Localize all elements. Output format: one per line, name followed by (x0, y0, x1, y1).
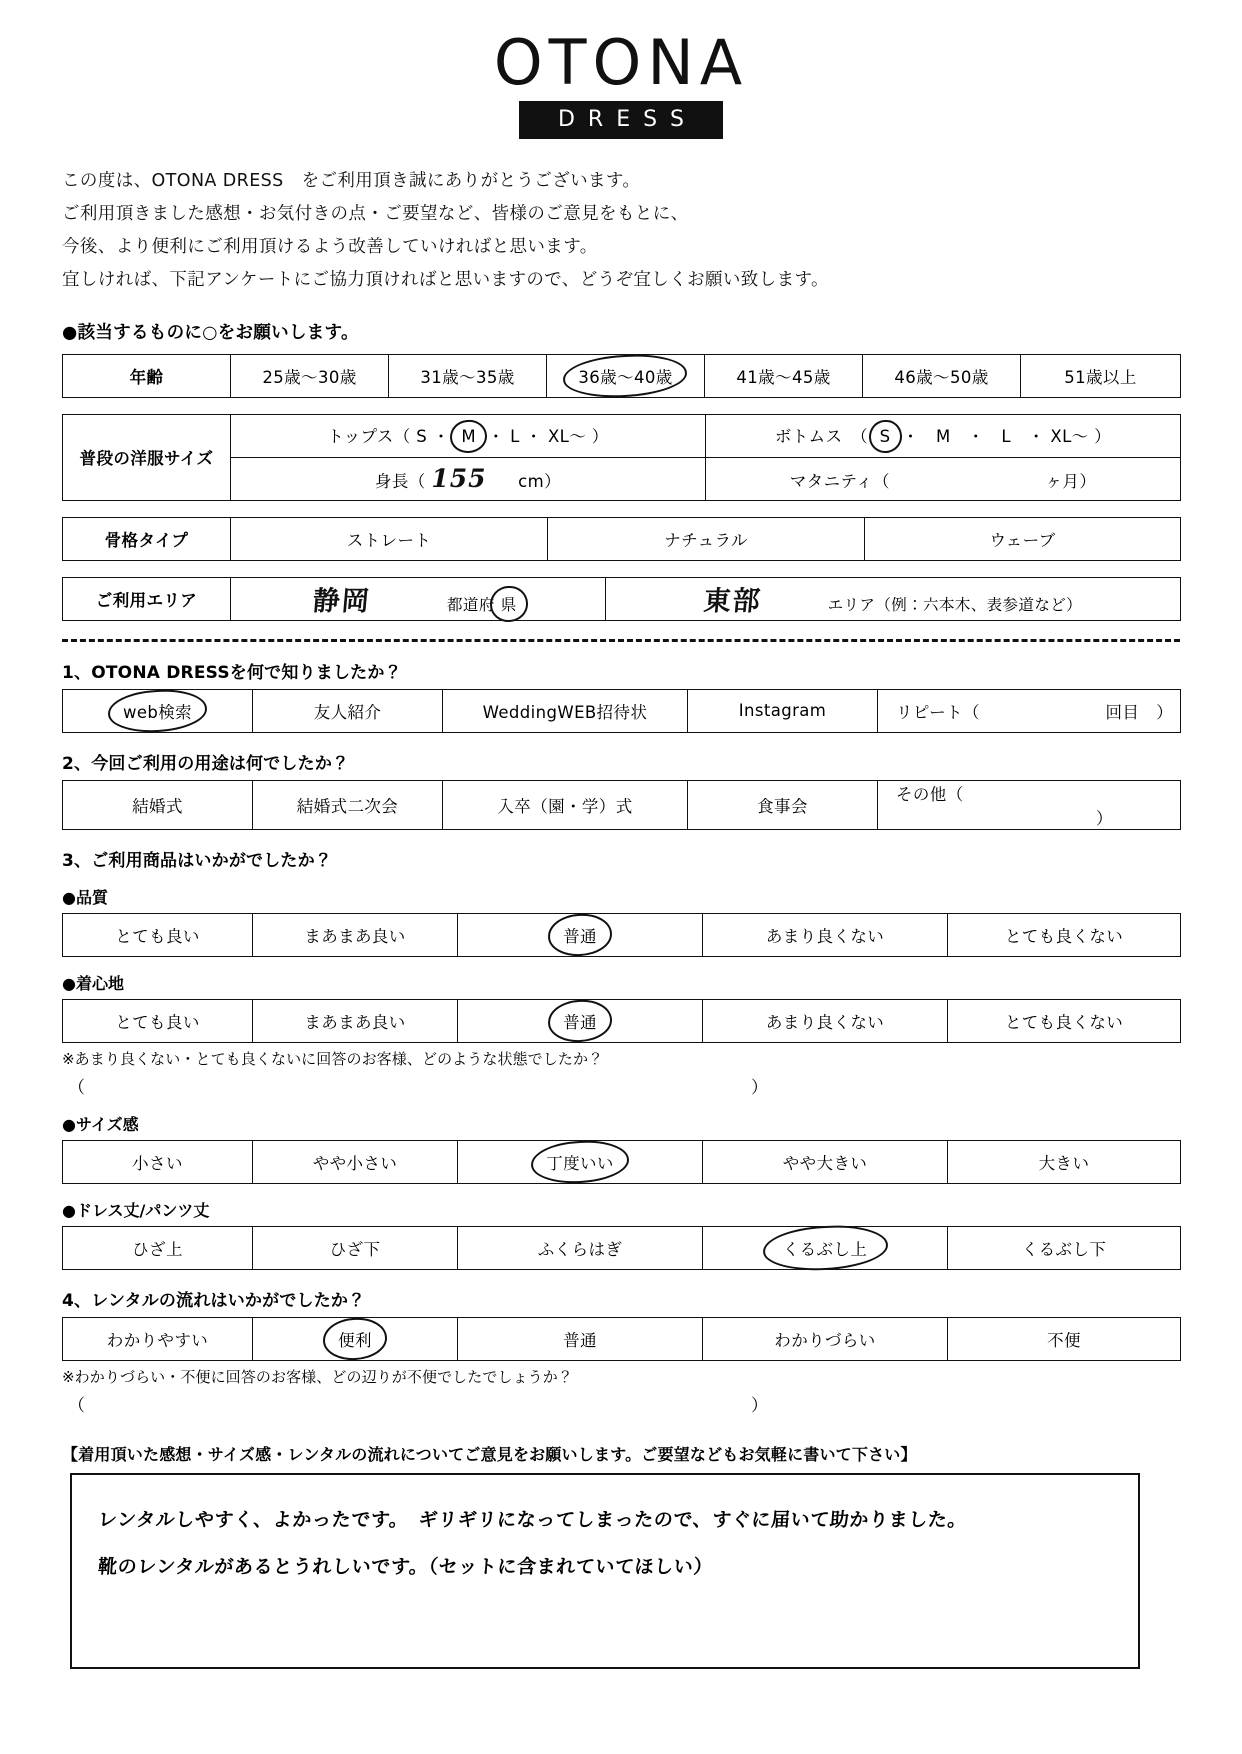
q4-option-3[interactable] (703, 1317, 948, 1360)
q3-quality-option-2[interactable] (458, 913, 703, 956)
q3-comfort-option-1[interactable] (253, 999, 458, 1042)
q3-size-option-3[interactable] (703, 1140, 948, 1183)
body-type-table (62, 517, 1181, 561)
instruction-text: ●該当するものに○をお願いします。 (62, 322, 359, 343)
q3-length-option-0[interactable] (63, 1226, 253, 1269)
age-option-label: 31歳～35歳 (420, 367, 515, 387)
age-option-3[interactable] (705, 354, 863, 397)
q3-comfort-label: ●着心地 (62, 973, 124, 993)
q2-option-label: 結婚式二次会 (296, 796, 399, 816)
logo-wordmark: OTONA (493, 26, 749, 99)
logo-subtitle-bar: DRESS (519, 101, 723, 139)
q3-size-option-1[interactable] (253, 1140, 458, 1183)
body-type-option-1[interactable] (548, 517, 865, 560)
option-label: ひざ上 (132, 1239, 183, 1259)
q4-option-0[interactable] (63, 1317, 253, 1360)
option-label: とても良くない (1004, 926, 1124, 946)
prefecture-note-selected: 県 (495, 591, 523, 617)
free-comment-box[interactable] (70, 1473, 1140, 1669)
q2-other-label: その他（ (896, 784, 964, 804)
q2-option-label: 結婚式 (132, 796, 183, 816)
option-label: とても良い (115, 1012, 200, 1032)
q3-comfort-option-4[interactable] (948, 999, 1181, 1042)
intro-line-1: この度は、OTONA DRESS をご利用頂き誠にありがとうございます。 (62, 171, 641, 192)
q3-comfort-option-0[interactable] (63, 999, 253, 1042)
option-label-selected: 丁度いい (540, 1148, 620, 1176)
option-label: ひざ下 (329, 1239, 381, 1259)
q3-quality-option-0[interactable] (63, 913, 253, 956)
option-label-selected: 普通 (557, 1007, 603, 1035)
free-comment-line-2: 靴のレンタルがあるとうれしいです。（セットに含まれていてほしい） (97, 1556, 714, 1579)
option-label: まあまあ良い (304, 926, 406, 946)
q4-option-1[interactable] (253, 1317, 458, 1360)
tops-size-cell[interactable] (231, 414, 706, 457)
brand-logo (0, 0, 1242, 139)
table-row (63, 1140, 1181, 1183)
body-type-option-label: ウェーブ (989, 530, 1056, 550)
q1-option-label-selected: web検索 (117, 697, 198, 725)
option-label: 小さい (132, 1153, 183, 1173)
age-table (62, 354, 1181, 398)
q3-length-option-2[interactable] (458, 1226, 703, 1269)
area-note: エリア（例：六本木、表参道など） (827, 596, 1083, 615)
option-label: やや小さい (312, 1153, 398, 1173)
option-label: まあまあ良い (304, 1012, 406, 1032)
q3-quality-option-1[interactable] (253, 913, 458, 956)
bottoms-size-selected: S (874, 425, 897, 448)
bottoms-prefix: ボトムス （ (774, 427, 869, 447)
paren-open: （ (68, 1395, 85, 1416)
q2-option-3[interactable] (688, 780, 878, 829)
table-row (63, 354, 1181, 397)
paren-close: ） (751, 1077, 768, 1098)
q1-option-label: Instagram (738, 701, 827, 721)
intro-line-2: ご利用頂きました感想・お気付きの点・ご要望など、皆様のご意見をもとに、 (62, 203, 689, 224)
q4-answer-row[interactable] (68, 1391, 768, 1416)
q1-option-1[interactable] (253, 689, 443, 732)
table-row (63, 780, 1181, 829)
option-label-selected: 便利 (332, 1325, 378, 1353)
q3-length-label: ●ドレス丈/パンツ丈 (62, 1200, 210, 1220)
q3-size-option-4[interactable] (948, 1140, 1181, 1183)
q4-heading: 4、レンタルの流れはいかがでしたか？ (62, 1290, 366, 1311)
q2-heading: 2、今回ご利用の用途は何でしたか？ (62, 753, 350, 774)
q3-size-table (62, 1140, 1181, 1184)
prefecture-note: 都道府 (447, 596, 495, 615)
body-type-option-label: ストレート (346, 530, 432, 550)
free-comment-heading: 【着用頂いた感想・サイズ感・レンタルの流れについてご意見をお願いします。ご要望などもお気軽に書いて下さい】 (62, 1444, 917, 1464)
q1-repeat-label: リピート（ (896, 702, 980, 722)
q3-comfort-option-3[interactable] (703, 999, 948, 1042)
q3-quality-table (62, 913, 1181, 957)
area-label: ご利用エリア (63, 577, 231, 620)
table-row (63, 913, 1181, 956)
q1-option-0[interactable] (63, 689, 253, 732)
clothing-size-table (62, 414, 1181, 501)
q3-quality-option-3[interactable] (703, 913, 948, 956)
age-option-label-selected: 36歳～40歳 (572, 362, 678, 390)
free-comment-line-1: レンタルしやすく、よかったです。 ギリギリになってしまったので、すぐに届いて助かりました。 (97, 1508, 968, 1531)
height-cell[interactable] (231, 457, 706, 500)
q1-option-4[interactable] (878, 689, 1181, 732)
q3-comfort-option-2[interactable] (458, 999, 703, 1042)
q3-quality-label: ●品質 (62, 887, 108, 907)
q1-option-2[interactable] (443, 689, 688, 732)
age-option-label: 25歳～30歳 (262, 367, 357, 387)
intro-line-4: 宜しければ、下記アンケートにご協力頂ければと思いますので、どうぞ宜しくお願い致します。 (62, 269, 829, 290)
option-label: とても良い (115, 926, 200, 946)
q1-repeat-suffix: 回目 ） (1105, 702, 1174, 722)
age-option-2[interactable] (547, 354, 705, 397)
tops-prefix: トップス（ S ・ (327, 427, 450, 447)
option-label: 普通 (563, 1330, 597, 1350)
tops-size-selected: M (455, 425, 482, 448)
q3-length-option-3[interactable] (703, 1226, 948, 1269)
table-row (63, 999, 1181, 1042)
section-divider (62, 639, 1180, 642)
option-label: わかりやすい (106, 1330, 209, 1350)
maternity-cell[interactable] (706, 457, 1181, 500)
prefecture-cell[interactable] (231, 577, 606, 620)
paren-close: ） (751, 1395, 768, 1416)
table-row (63, 689, 1181, 732)
age-option-1[interactable] (389, 354, 547, 397)
table-row (63, 457, 1181, 500)
body-type-option-0[interactable] (231, 517, 548, 560)
option-label: 不便 (1047, 1330, 1081, 1350)
q2-other-suffix: ） (1096, 808, 1113, 828)
clothing-size-label: 普段の洋服サイズ (63, 414, 231, 500)
table-row (63, 1317, 1181, 1360)
q3-size-option-0[interactable] (63, 1140, 253, 1183)
q2-option-4[interactable] (878, 780, 1181, 829)
q2-option-0[interactable] (63, 780, 253, 829)
height-label: 身長（ (374, 472, 426, 492)
q1-option-label: 友人紹介 (313, 702, 382, 722)
paren-open: （ (68, 1077, 85, 1098)
height-value: 155 (431, 464, 487, 494)
tops-suffix: ・ L ・ XL～ ） (487, 427, 609, 447)
q3-length-option-4[interactable] (948, 1226, 1181, 1269)
option-label: わかりづらい (774, 1330, 876, 1350)
q2-option-1[interactable] (253, 780, 443, 829)
q1-option-label: WeddingWEB招待状 (482, 702, 648, 722)
q3-length-option-1[interactable] (253, 1226, 458, 1269)
option-label: とても良くない (1004, 1012, 1124, 1032)
age-option-label: 51歳以上 (1064, 367, 1137, 387)
q3-comfort-note: ※あまり良くない・とても良くないに回答のお客様、どのような状態でしたか？ (62, 1049, 604, 1068)
q1-heading: 1、OTONA DRESSを何で知りましたか？ (62, 662, 402, 683)
prefecture-value: 静岡 (311, 586, 373, 618)
bottoms-size-cell[interactable] (706, 414, 1181, 457)
area-value-cell[interactable] (606, 577, 1181, 620)
table-row (63, 1226, 1181, 1269)
option-label-selected: 普通 (557, 921, 603, 949)
q3-quality-option-4[interactable] (948, 913, 1181, 956)
age-option-5[interactable] (1021, 354, 1181, 397)
age-option-0[interactable] (231, 354, 389, 397)
q1-option-3[interactable] (688, 689, 878, 732)
option-label: あまり良くない (765, 926, 885, 946)
maternity-label: マタニティ（ (789, 472, 890, 492)
bottoms-suffix: ・ M ・ L ・ XL～ ） (902, 427, 1112, 447)
table-row (63, 517, 1181, 560)
table-row (63, 577, 1181, 620)
q4-note: ※わかりづらい・不便に回答のお客様、どの辺りが不便でしたでしょうか？ (62, 1367, 573, 1386)
q3-comfort-table (62, 999, 1181, 1043)
q2-option-label: 食事会 (757, 796, 808, 816)
option-label-selected: くるぶし上 (777, 1234, 874, 1262)
height-unit: cm） (518, 472, 562, 492)
q3-comfort-answer-row[interactable] (68, 1073, 768, 1098)
age-option-4[interactable] (863, 354, 1021, 397)
q2-table (62, 780, 1181, 830)
age-option-label: 41歳～45歳 (736, 367, 831, 387)
q4-table (62, 1317, 1181, 1361)
age-label: 年齢 (63, 354, 231, 397)
q3-size-label: ●サイズ感 (62, 1114, 139, 1134)
area-table (62, 577, 1181, 621)
intro-paragraph (62, 165, 1242, 297)
q1-table (62, 689, 1181, 733)
area-value: 東部 (702, 586, 764, 618)
option-label: 大きい (1038, 1153, 1090, 1173)
q4-option-4[interactable] (948, 1317, 1181, 1360)
q3-heading: 3、ご利用商品はいかがでしたか？ (62, 850, 333, 871)
table-row (63, 414, 1181, 457)
age-option-label: 46歳～50歳 (894, 367, 989, 387)
body-type-label: 骨格タイプ (63, 517, 231, 560)
option-label: ふくらはぎ (537, 1239, 623, 1259)
q4-option-2[interactable] (458, 1317, 703, 1360)
body-type-option-2[interactable] (865, 517, 1181, 560)
maternity-unit: ヶ月） (1045, 472, 1097, 492)
intro-line-3: 今後、より便利にご利用頂けるよう改善していければと思います。 (62, 236, 598, 257)
option-label: やや大きい (782, 1153, 868, 1173)
body-type-option-label: ナチュラル (664, 530, 748, 550)
q3-size-option-2[interactable] (458, 1140, 703, 1183)
q2-option-label: 入卒（園・学）式 (497, 796, 633, 816)
option-label: くるぶし下 (1021, 1239, 1107, 1259)
q3-length-table (62, 1226, 1181, 1270)
option-label: あまり良くない (765, 1012, 885, 1032)
q2-option-2[interactable] (443, 780, 688, 829)
